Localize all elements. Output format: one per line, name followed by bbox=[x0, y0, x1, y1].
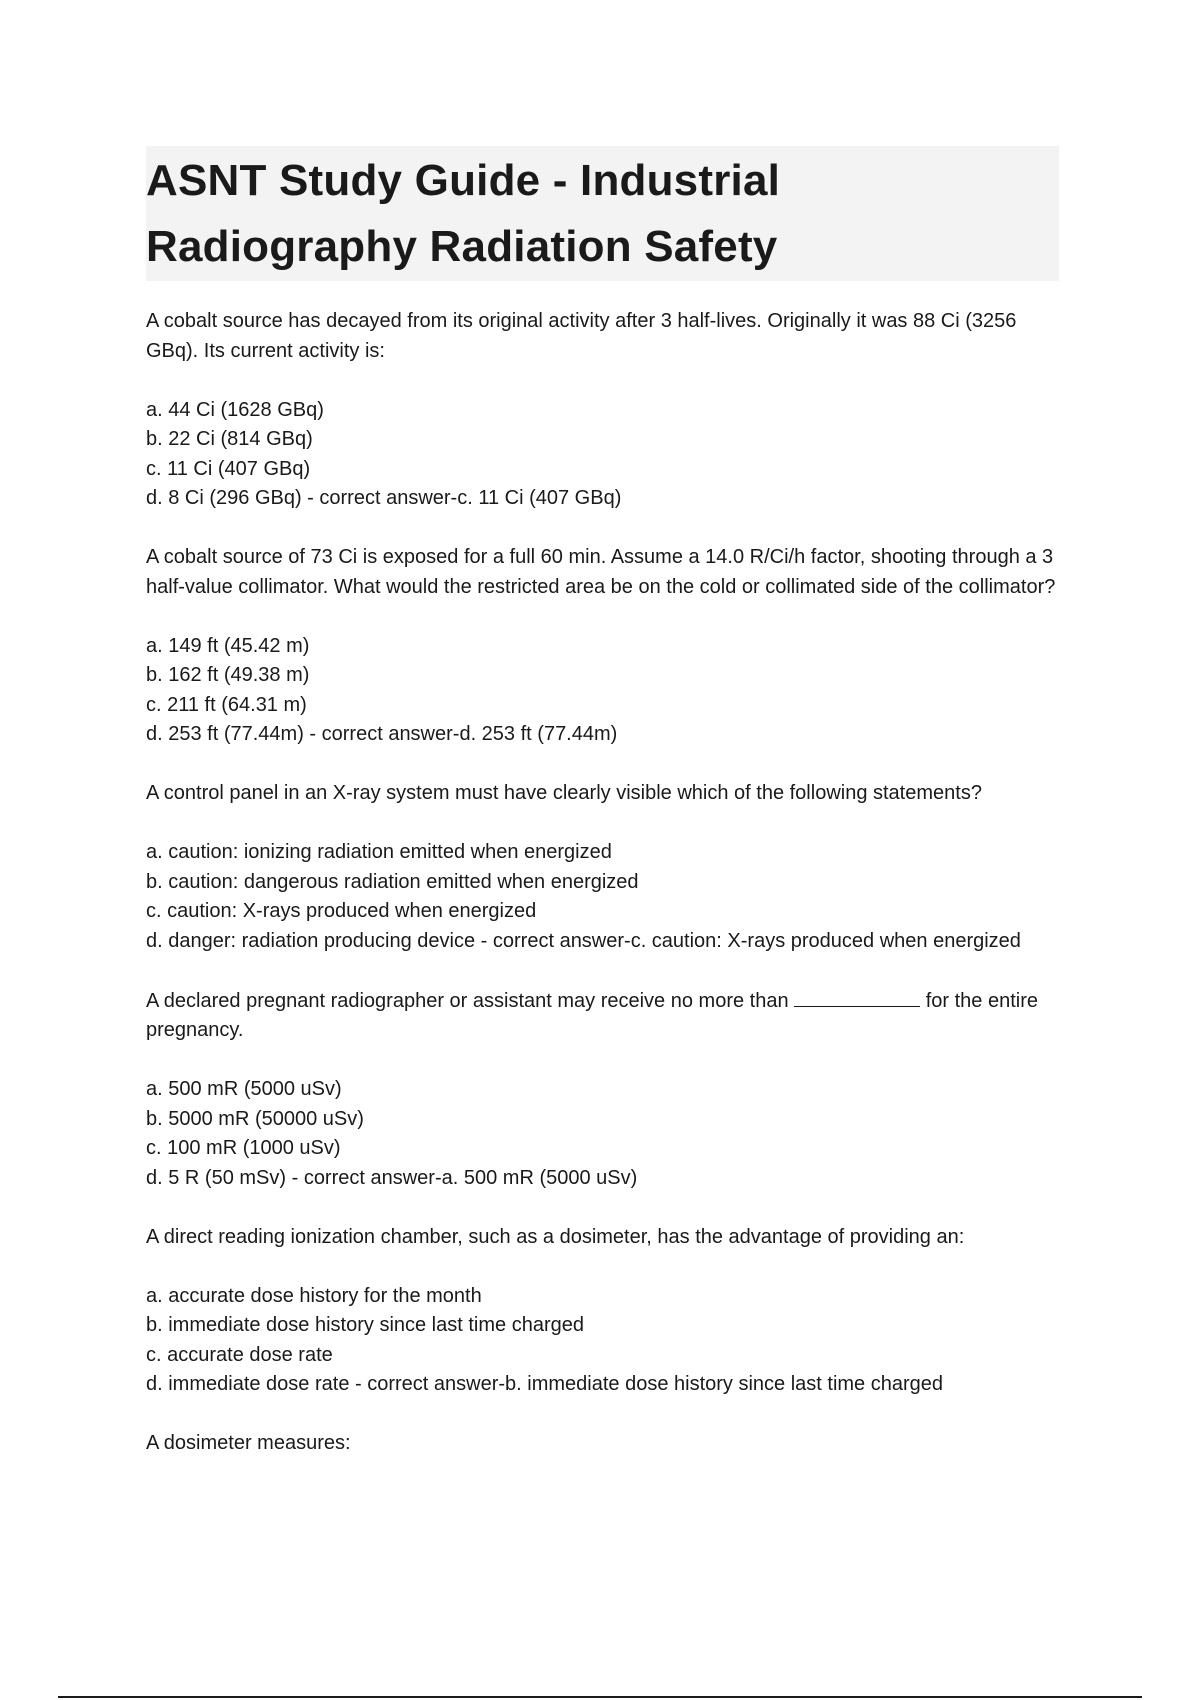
title-line-1: ASNT Study Guide - Industrial bbox=[146, 156, 781, 205]
choice-item: d. 8 Ci (296 GBq) - correct answer-c. 11 Ci (407 GBq) bbox=[146, 487, 622, 509]
choice-item: a. accurate dose history for the month bbox=[146, 1284, 482, 1307]
choice-item: b. caution: dangerous radiation emitted when energized bbox=[146, 870, 639, 893]
choice-item: c. accurate dose rate bbox=[146, 1343, 333, 1366]
question-2: A cobalt source of 73 Ci is exposed for a full 60 min. Assume a 14.0 R/Ci/h factor, shooting through a 3 half-value collimator. What would the restricted area be on the cold or collimated side of the collimator? bbox=[146, 546, 1056, 598]
choice-item: a. caution: ionizing radiation emitted when energized bbox=[146, 841, 612, 863]
question-3-choices bbox=[146, 838, 1066, 956]
choice-item: d. 253 ft (77.44m) - correct answer-d. 253 ft (77.44m) bbox=[146, 723, 618, 745]
fill-in-blank-line bbox=[794, 986, 920, 1007]
question-1-choices bbox=[146, 396, 1066, 514]
choice-item: a. 149 ft (45.42 m) bbox=[146, 634, 310, 657]
choice-item: d. danger: radiation producing device - correct answer-c. caution: X-rays produced when energized bbox=[146, 929, 1021, 952]
question-4-choices bbox=[146, 1075, 1066, 1193]
question-4-text-after: for the entire pregnancy. bbox=[146, 989, 1039, 1041]
choice-item: c. 100 mR (1000 uSv) bbox=[146, 1137, 341, 1159]
document-title bbox=[146, 148, 1059, 280]
question-3: A control panel in an X-ray system must have clearly visible which of the following statements? bbox=[146, 782, 982, 804]
question-2-choices bbox=[146, 632, 1066, 750]
question-6: A dosimeter measures: bbox=[146, 1432, 351, 1454]
title-block bbox=[146, 146, 1059, 281]
question-1: A cobalt source has decayed from its original activity after 3 half-lives. Originally it was 88 Ci (3256 GBq). Its current activity is: bbox=[146, 310, 1017, 362]
choice-item: a. 44 Ci (1628 GBq) bbox=[146, 398, 324, 421]
choice-item: a. 500 mR (5000 uSv) bbox=[146, 1078, 342, 1100]
choice-item: b. 5000 mR (50000 uSv) bbox=[146, 1107, 364, 1130]
question-4-text-before: A declared pregnant radiographer or assistant may receive no more than bbox=[146, 989, 789, 1012]
choice-item: d. 5 R (50 mSv) - correct answer-a. 500 mR (5000 uSv) bbox=[146, 1166, 638, 1189]
choice-item: d. immediate dose rate - correct answer-b. immediate dose history since last time charged bbox=[146, 1373, 944, 1395]
choice-item: c. 211 ft (64.31 m) bbox=[146, 693, 307, 716]
choice-item: c. 11 Ci (407 GBq) bbox=[146, 457, 311, 480]
choice-item: c. caution: X-rays produced when energized bbox=[146, 900, 537, 922]
choice-item: b. 162 ft (49.38 m) bbox=[146, 664, 310, 686]
page-bottom-divider bbox=[58, 1696, 1142, 1698]
title-line-2: Radiography Radiation Safety bbox=[146, 222, 778, 271]
choice-item: b. immediate dose history since last time charged bbox=[146, 1314, 584, 1336]
question-4 bbox=[146, 986, 1066, 1046]
question-5-choices bbox=[146, 1282, 1066, 1400]
document-body bbox=[146, 307, 1066, 1488]
question-5: A direct reading ionization chamber, such as a dosimeter, has the advantage of providing an: bbox=[146, 1225, 965, 1248]
choice-item: b. 22 Ci (814 GBq) bbox=[146, 428, 313, 450]
